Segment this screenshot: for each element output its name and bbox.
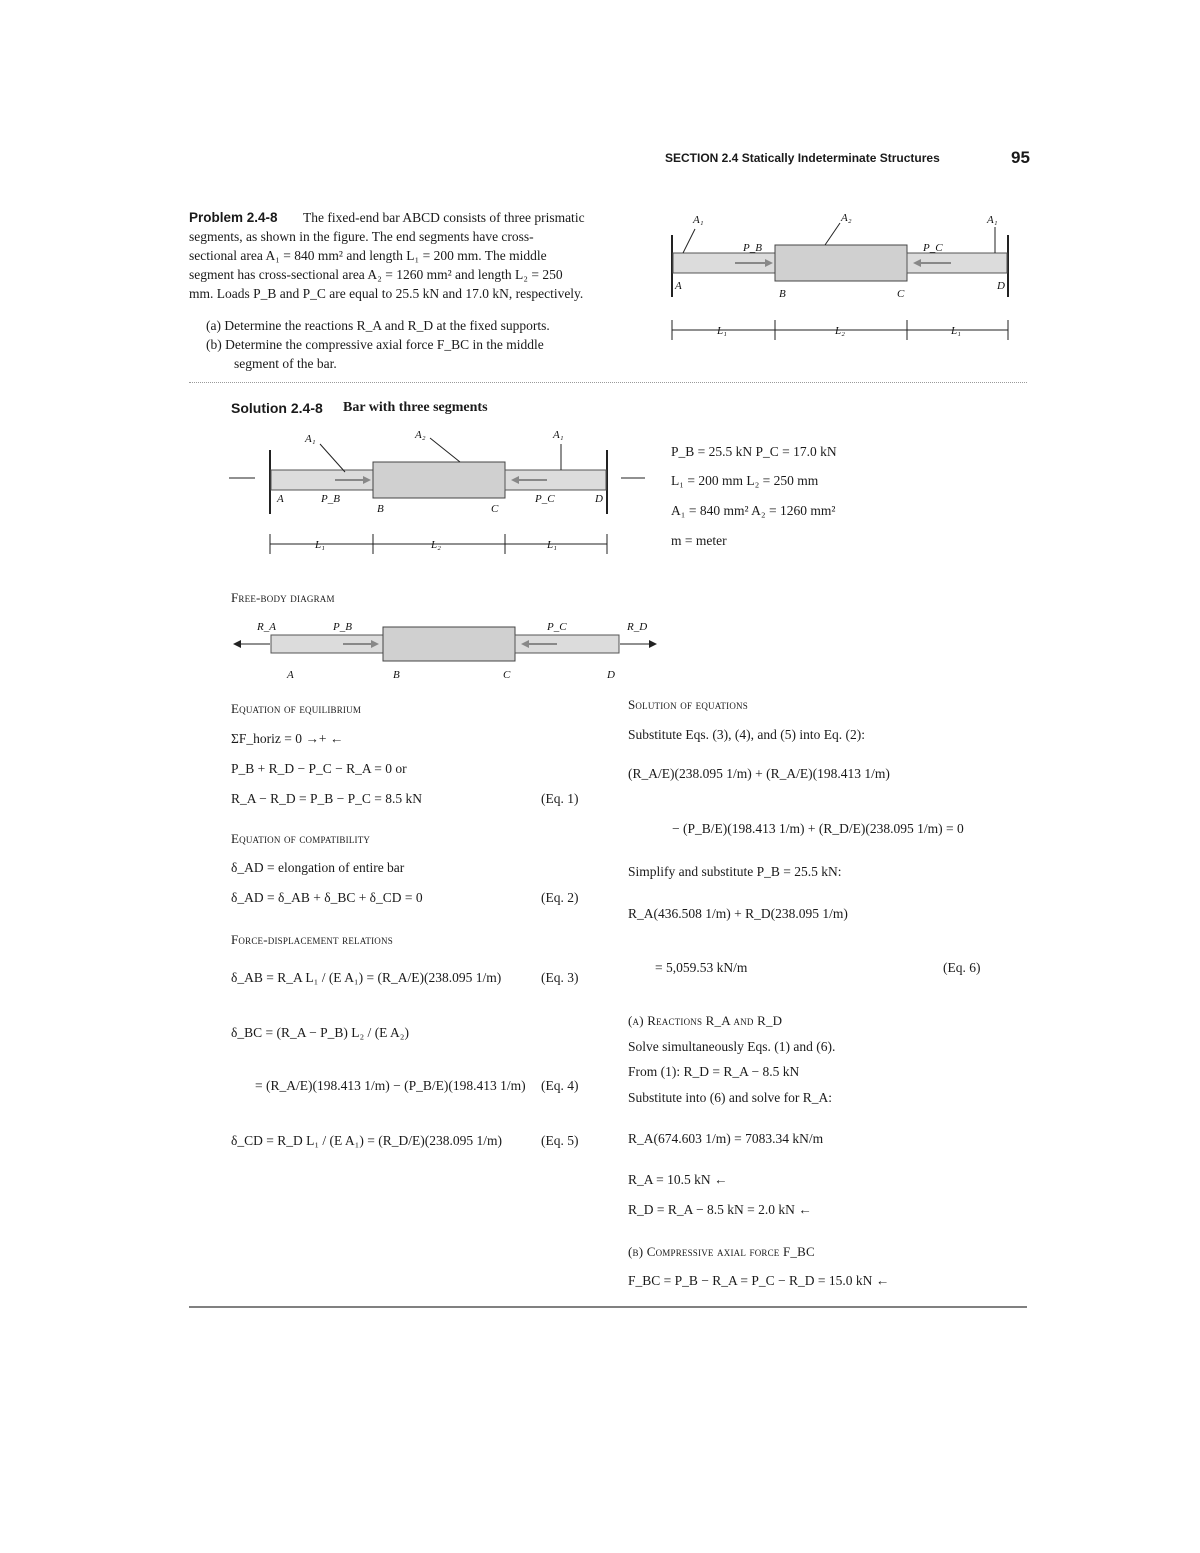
label-l1: L₁ (315, 539, 325, 551)
problem-part-b: (b) Determine the compressive axial force F_BC in the middle (206, 337, 544, 352)
substituted-line-2: − (P_B/E)(198.413 1/m) + (R_D/E)(238.095 1/m) = 0 (672, 821, 964, 836)
label-d: D (595, 493, 603, 505)
label-pc: P_C (923, 242, 943, 254)
delta-bc-line-2: = (R_A/E)(198.413 1/m) − (P_B/E)(198.413 1/m) (255, 1078, 526, 1093)
problem-line-1: The fixed-end bar ABCD consists of three prismatic (303, 210, 585, 225)
segment-bc (383, 627, 515, 661)
part-a-line-1: Solve simultaneously Eqs. (1) and (6). (628, 1039, 836, 1054)
label-l1: L₁ (717, 325, 727, 337)
free-body-diagram (225, 612, 665, 684)
label-a1: A₁ (693, 214, 704, 226)
label-a: A (277, 493, 284, 505)
arrowhead-rd (649, 640, 657, 648)
label-d: D (607, 669, 615, 681)
part-a-line-2: From (1): R_D = R_A − 8.5 kN (628, 1064, 800, 1079)
part-a-line-3: Substitute into (6) and solve for R_A: (628, 1090, 832, 1105)
part-a-heading: (a) Reactions R_A and R_D (628, 1013, 783, 1028)
label-a2: A₂ (415, 429, 426, 441)
label-pb: P_B (743, 242, 762, 254)
arrowhead-ra (233, 640, 241, 648)
result-rd: R_D = R_A − 8.5 kN = 2.0 kN ← (628, 1202, 812, 1217)
label-a: A (675, 280, 682, 292)
compatibility-heading: Equation of compatibility (231, 831, 371, 846)
label-b: B (779, 288, 786, 300)
label-rd: R_D (627, 621, 648, 633)
label-a1: A₁ (305, 433, 316, 445)
eq-tag-5: (Eq. 5) (541, 1133, 579, 1148)
eq-tag-1: (Eq. 1) (541, 791, 579, 806)
given-lengths: L₁ = 200 mm L₂ = 250 mm (671, 473, 819, 488)
simplified-line-1: R_A(436.508 1/m) + R_D(238.095 1/m) (628, 906, 848, 921)
label-l1-right: L₁ (951, 325, 961, 337)
given-units: m = meter (671, 533, 727, 548)
bottom-rule (189, 1306, 1027, 1308)
label-l2: L₂ (835, 325, 845, 337)
label-ra: R_A (257, 621, 276, 633)
label-l1-right: L₁ (547, 539, 557, 551)
label-pb: P_B (321, 493, 340, 505)
label-pc: P_C (535, 493, 555, 505)
problem-part-b-cont: segment of the bar. (234, 356, 337, 371)
given-loads: P_B = 25.5 kN P_C = 17.0 kN (671, 444, 837, 459)
given-areas: A₁ = 840 mm² A₂ = 1260 mm² (671, 503, 836, 518)
solution-subtitle: Bar with three segments (343, 400, 488, 415)
delta-bc-line-1: δ_BC = (R_A − P_B) L₂ / (E A₂) (231, 1025, 410, 1040)
simplify-text: Simplify and substitute P_B = 25.5 kN: (628, 864, 842, 879)
leader-a2 (825, 223, 840, 245)
segment-bc (373, 462, 505, 498)
compatibility-line-1: δ_AD = elongation of entire bar (231, 860, 405, 875)
equilibrium-line-3: R_A − R_D = P_B − P_C = 8.5 kN (231, 791, 422, 806)
label-pb: P_B (333, 621, 352, 633)
label-a1-right: A₁ (987, 214, 998, 226)
eq-tag-6: (Eq. 6) (943, 960, 981, 975)
compatibility-line-2: δ_AD = δ_AB + δ_BC + δ_CD = 0 (231, 890, 423, 905)
problem-figure (665, 205, 1025, 355)
eq-tag-4: (Eq. 4) (541, 1078, 579, 1093)
leader-a1 (320, 444, 345, 472)
segment-bc (775, 245, 907, 281)
substitute-intro: Substitute Eqs. (3), (4), and (5) into Eq. (2): (628, 727, 865, 742)
problem-label: Problem 2.4-8 (189, 210, 278, 225)
label-pc: P_C (547, 621, 567, 633)
simplified-line-2: = 5,059.53 kN/m (655, 960, 748, 975)
label-a: A (287, 669, 294, 681)
solution-figure (225, 422, 645, 572)
divider-dotted (189, 382, 1027, 383)
force-displacement-heading: Force-displacement relations (231, 932, 393, 947)
label-d: D (997, 280, 1005, 292)
label-a1-right: A₁ (553, 429, 564, 441)
problem-line-5: mm. Loads P_B and P_C are equal to 25.5 kN and 17.0 kN, respectively. (189, 286, 584, 301)
result-ra: R_A = 10.5 kN ← (628, 1172, 728, 1187)
label-l2: L₂ (431, 539, 441, 551)
part-b-heading: (b) Compressive axial force F_BC (628, 1244, 815, 1259)
label-b: B (377, 503, 384, 515)
equilibrium-line-2: P_B + R_D − P_C − R_A = 0 or (231, 761, 407, 776)
leader-a2 (430, 438, 460, 462)
solution-of-equations-heading: Solution of equations (628, 697, 748, 712)
page-number: 95 (1011, 148, 1030, 167)
label-c: C (503, 669, 511, 681)
section-header: SECTION 2.4 Statically Indeterminate Structures (665, 151, 940, 165)
solution-title: Solution 2.4-8 (231, 400, 323, 416)
problem-line-4: segment has cross-sectional area A₂ = 1260 mm² and length L₂ = 250 (189, 267, 563, 282)
eq-tag-2: (Eq. 2) (541, 890, 579, 905)
eq-tag-3: (Eq. 3) (541, 970, 579, 985)
delta-ab-line: δ_AB = R_A L₁ / (E A₁) = (R_A/E)(238.095 1/m) (231, 970, 502, 985)
substituted-line-1: (R_A/E)(238.095 1/m) + (R_A/E)(198.413 1/m) (628, 766, 890, 781)
label-a2: A₂ (841, 212, 852, 224)
delta-cd-line: δ_CD = R_D L₁ / (E A₁) = (R_D/E)(238.095 1/m) (231, 1133, 502, 1148)
leader-a1 (683, 229, 695, 253)
result-fbc: F_BC = P_B − R_A = P_C − R_D = 15.0 kN ← (628, 1273, 890, 1288)
equilibrium-line-1: ΣF_horiz = 0 →+ ← (231, 731, 344, 746)
problem-line-3: sectional area A₁ = 840 mm² and length L₁ = 200 mm. The middle (189, 248, 547, 263)
label-c: C (897, 288, 905, 300)
label-c: C (491, 503, 499, 515)
label-b: B (393, 669, 400, 681)
problem-part-a: (a) Determine the reactions R_A and R_D at the fixed supports. (206, 318, 550, 333)
part-a-line-4: R_A(674.603 1/m) = 7083.34 kN/m (628, 1131, 824, 1146)
fbd-heading: Free-body diagram (231, 590, 335, 605)
problem-line-2: segments, as shown in the figure. The end segments have cross- (189, 229, 534, 244)
equilibrium-heading: Equation of equilibrium (231, 701, 362, 716)
